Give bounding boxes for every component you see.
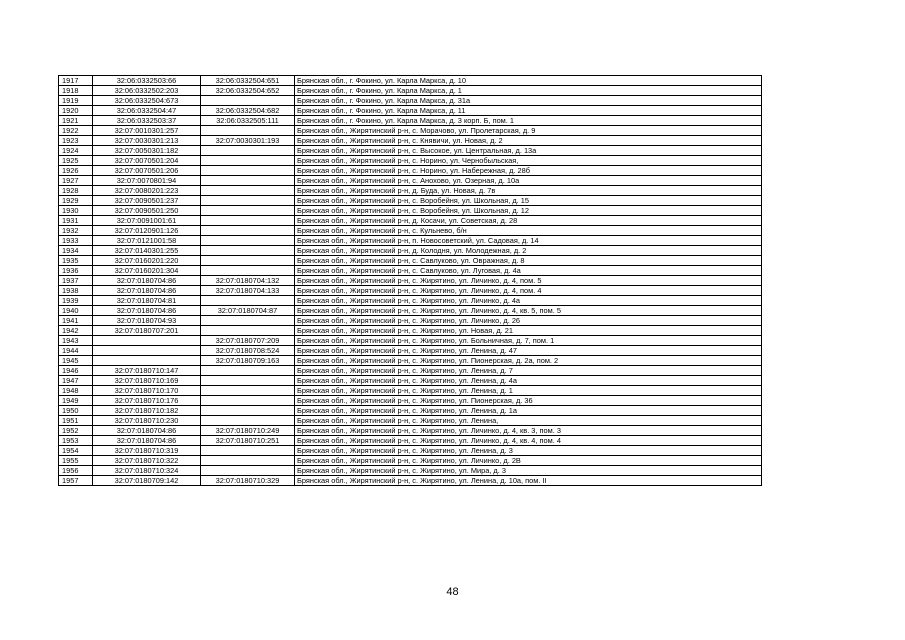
cadastral-number-cell: 32:07:0070501:206 bbox=[93, 166, 201, 176]
related-cadastral-number-cell bbox=[201, 416, 295, 426]
related-cadastral-number-cell bbox=[201, 296, 295, 306]
table-row bbox=[59, 396, 762, 406]
address-cell: Брянская обл., Жирятинский р-н, с. Жирятино, ул. Личинко, д. 4, пом. 4 bbox=[295, 286, 762, 296]
row-number-cell: 1920 bbox=[59, 106, 93, 116]
cadastral-number-cell: 32:07:0180704:81 bbox=[93, 296, 201, 306]
table-row bbox=[59, 236, 762, 246]
table-row bbox=[59, 436, 762, 446]
address-cell: Брянская обл., г. Фокино, ул. Карла Маркса, д. 3 корп. Б, пом. 1 bbox=[295, 116, 762, 126]
address-cell: Брянская обл., Жирятинский р-н, с. Жирятино, ул. Ленина, bbox=[295, 416, 762, 426]
row-number-cell: 1930 bbox=[59, 206, 93, 216]
address-cell: Брянская обл., Жирятинский р-н, с. Жирятино, ул. Ленина, д. 10а, пом. II bbox=[295, 476, 762, 486]
related-cadastral-number-cell bbox=[201, 376, 295, 386]
address-cell: Брянская обл., г. Фокино, ул. Карла Маркса, д. 1 bbox=[295, 86, 762, 96]
address-cell: Брянская обл., Жирятинский р-н, с. Норино, ул. Чернобыльская, bbox=[295, 156, 762, 166]
table-row bbox=[59, 226, 762, 236]
cadastral-number-cell: 32:07:0180704:93 bbox=[93, 316, 201, 326]
cadastral-number-cell: 32:07:0090501:250 bbox=[93, 206, 201, 216]
page-number: 48 bbox=[446, 586, 459, 598]
address-cell: Брянская обл., Жирятинский р-н, с. Кульнево, б/н bbox=[295, 226, 762, 236]
address-cell: Брянская обл., Жирятинский р-н, с. Морачово, ул. Пролетарская, д. 9 bbox=[295, 126, 762, 136]
related-cadastral-number-cell bbox=[201, 236, 295, 246]
related-cadastral-number-cell bbox=[201, 126, 295, 136]
table-row bbox=[59, 346, 762, 356]
row-number-cell: 1953 bbox=[59, 436, 93, 446]
address-cell: Брянская обл., Жирятинский р-н, с. Высокое, ул. Центральная, д. 13а bbox=[295, 146, 762, 156]
table-row bbox=[59, 336, 762, 346]
address-cell: Брянская обл., г. Фокино, ул. Карла Маркса, д. 31а bbox=[295, 96, 762, 106]
row-number-cell: 1948 bbox=[59, 386, 93, 396]
address-cell: Брянская обл., Жирятинский р-н, с. Жирятино, ул. Ленина, д. 3 bbox=[295, 446, 762, 456]
address-cell: Брянская обл., Жирятинский р-н, с. Жирятино, ул. Личинко, д. 4, кв. 4, пом. 4 bbox=[295, 436, 762, 446]
cadastral-number-cell: 32:07:0010301:257 bbox=[93, 126, 201, 136]
cadastral-number-cell: 32:07:0180710:170 bbox=[93, 386, 201, 396]
related-cadastral-number-cell bbox=[201, 206, 295, 216]
address-cell: Брянская обл., Жирятинский р-н, с. Савлуково, ул. Овражная, д. 8 bbox=[295, 256, 762, 266]
table-row bbox=[59, 476, 762, 486]
cadastral-number-cell: 32:06:0332504:673 bbox=[93, 96, 201, 106]
cadastral-number-cell: 32:07:0180710:324 bbox=[93, 466, 201, 476]
table-row bbox=[59, 176, 762, 186]
address-cell: Брянская обл., Жирятинский р-н, с. Воробейня, ул. Школьная, д. 15 bbox=[295, 196, 762, 206]
related-cadastral-number-cell: 32:07:0180707:209 bbox=[201, 336, 295, 346]
cadastral-number-cell: 32:06:0332504:47 bbox=[93, 106, 201, 116]
address-cell: Брянская обл., Жирятинский р-н, с. Жирятино, ул. Личинко, д. 4, пом. 5 bbox=[295, 276, 762, 286]
address-cell: Брянская обл., Жирятинский р-н, с. Жирятино, ул. Новая, д. 21 bbox=[295, 326, 762, 336]
cadastral-number-cell: 32:07:0180704:86 bbox=[93, 306, 201, 316]
cadastral-number-cell: 32:07:0180710:319 bbox=[93, 446, 201, 456]
related-cadastral-number-cell: 32:07:0030301:193 bbox=[201, 136, 295, 146]
row-number-cell: 1919 bbox=[59, 96, 93, 106]
row-number-cell: 1928 bbox=[59, 186, 93, 196]
row-number-cell: 1917 bbox=[59, 76, 93, 86]
related-cadastral-number-cell: 32:07:0180704:132 bbox=[201, 276, 295, 286]
cadastral-number-cell: 32:07:0030301:213 bbox=[93, 136, 201, 146]
address-cell: Брянская обл., Жирятинский р-н, с. Жирятино, ул. Ленина, д. 7 bbox=[295, 366, 762, 376]
related-cadastral-number-cell bbox=[201, 266, 295, 276]
row-number-cell: 1950 bbox=[59, 406, 93, 416]
row-number-cell: 1931 bbox=[59, 216, 93, 226]
address-cell: Брянская обл., Жирятинский р-н, с. Княвичи, ул. Новая, д. 2 bbox=[295, 136, 762, 146]
related-cadastral-number-cell: 32:07:0180704:87 bbox=[201, 306, 295, 316]
address-cell: Брянская обл., Жирятинский р-н, д. Колодня, ул. Молодежная, д. 2 bbox=[295, 246, 762, 256]
related-cadastral-number-cell: 32:07:0180710:329 bbox=[201, 476, 295, 486]
related-cadastral-number-cell: 32:07:0180710:251 bbox=[201, 436, 295, 446]
cadastral-number-cell: 32:07:0180704:86 bbox=[93, 276, 201, 286]
row-number-cell: 1939 bbox=[59, 296, 93, 306]
related-cadastral-number-cell bbox=[201, 196, 295, 206]
table-row bbox=[59, 456, 762, 466]
table-row bbox=[59, 426, 762, 436]
related-cadastral-number-cell: 32:07:0180709:163 bbox=[201, 356, 295, 366]
cadastral-number-cell bbox=[93, 356, 201, 366]
row-number-cell: 1942 bbox=[59, 326, 93, 336]
table-row bbox=[59, 96, 762, 106]
table-row bbox=[59, 166, 762, 176]
cadastral-number-cell: 32:07:0180710:182 bbox=[93, 406, 201, 416]
table-row bbox=[59, 446, 762, 456]
related-cadastral-number-cell bbox=[201, 406, 295, 416]
table-row bbox=[59, 296, 762, 306]
address-cell: Брянская обл., Жирятинский р-н, с. Жирятино, ул. Больничная, д. 7, пом. 1 bbox=[295, 336, 762, 346]
address-cell: Брянская обл., Жирятинский р-н, с. Жирятино, ул. Личинко, д. 2В bbox=[295, 456, 762, 466]
related-cadastral-number-cell: 32:06:0332504:652 bbox=[201, 86, 295, 96]
table-row bbox=[59, 76, 762, 86]
related-cadastral-number-cell bbox=[201, 186, 295, 196]
related-cadastral-number-cell bbox=[201, 246, 295, 256]
cadastral-number-cell: 32:07:0180710:147 bbox=[93, 366, 201, 376]
related-cadastral-number-cell bbox=[201, 166, 295, 176]
table-row bbox=[59, 106, 762, 116]
row-number-cell: 1954 bbox=[59, 446, 93, 456]
cadastral-number-cell: 32:07:0180710:322 bbox=[93, 456, 201, 466]
address-cell: Брянская обл., Жирятинский р-н, с. Жирятино, ул. Личинко, д. 4а bbox=[295, 296, 762, 306]
cadastral-number-cell: 32:07:0180704:86 bbox=[93, 436, 201, 446]
table-row bbox=[59, 306, 762, 316]
row-number-cell: 1949 bbox=[59, 396, 93, 406]
cadastral-number-cell: 32:07:0180710:169 bbox=[93, 376, 201, 386]
cadastral-number-cell: 32:07:0180710:176 bbox=[93, 396, 201, 406]
address-cell: Брянская обл., г. Фокино, ул. Карла Маркса, д. 10 bbox=[295, 76, 762, 86]
registry-table-body bbox=[59, 76, 762, 486]
table-row bbox=[59, 266, 762, 276]
table-row bbox=[59, 206, 762, 216]
related-cadastral-number-cell bbox=[201, 226, 295, 236]
table-row bbox=[59, 356, 762, 366]
table-row bbox=[59, 276, 762, 286]
table-row bbox=[59, 186, 762, 196]
table-row bbox=[59, 376, 762, 386]
address-cell: Брянская обл., Жирятинский р-н, с. Жирятино, ул. Личинко, д. 26 bbox=[295, 316, 762, 326]
related-cadastral-number-cell bbox=[201, 156, 295, 166]
cadastral-number-cell bbox=[93, 346, 201, 356]
row-number-cell: 1955 bbox=[59, 456, 93, 466]
cadastral-number-cell: 32:07:0120901:126 bbox=[93, 226, 201, 236]
address-cell: Брянская обл., Жирятинский р-н, с. Савлуково, ул. Луговая, д. 4а bbox=[295, 266, 762, 276]
table-row bbox=[59, 466, 762, 476]
table-row bbox=[59, 216, 762, 226]
cadastral-number-cell: 32:06:0332502:203 bbox=[93, 86, 201, 96]
table-row bbox=[59, 286, 762, 296]
row-number-cell: 1937 bbox=[59, 276, 93, 286]
related-cadastral-number-cell bbox=[201, 446, 295, 456]
table-row bbox=[59, 406, 762, 416]
row-number-cell: 1921 bbox=[59, 116, 93, 126]
row-number-cell: 1935 bbox=[59, 256, 93, 266]
address-cell: Брянская обл., Жирятинский р-н, с. Жирятино, ул. Ленина, д. 4а bbox=[295, 376, 762, 386]
related-cadastral-number-cell: 32:06:0332504:651 bbox=[201, 76, 295, 86]
address-cell: Брянская обл., Жирятинский р-н, с. Жирятино, ул. Пионерская, д. 36 bbox=[295, 396, 762, 406]
row-number-cell: 1952 bbox=[59, 426, 93, 436]
row-number-cell: 1929 bbox=[59, 196, 93, 206]
related-cadastral-number-cell bbox=[201, 466, 295, 476]
related-cadastral-number-cell: 32:06:0332504:682 bbox=[201, 106, 295, 116]
address-cell: Брянская обл., Жирятинский р-н, с. Жирятино, ул. Личинко, д. 4, кв. 5, пом. 5 bbox=[295, 306, 762, 316]
table-row bbox=[59, 326, 762, 336]
address-cell: Брянская обл., Жирятинский р-н, с. Норино, ул. Набережная, д. 28б bbox=[295, 166, 762, 176]
row-number-cell: 1943 bbox=[59, 336, 93, 346]
address-cell: Брянская обл., Жирятинский р-н, с. Жирятино, ул. Мира, д. 3 bbox=[295, 466, 762, 476]
address-cell: Брянская обл., Жирятинский р-н, с. Жирятино, ул. Пионерская, д. 2а, пом. 2 bbox=[295, 356, 762, 366]
related-cadastral-number-cell bbox=[201, 256, 295, 266]
table-row bbox=[59, 126, 762, 136]
cadastral-number-cell: 32:07:0180704:86 bbox=[93, 426, 201, 436]
table-row bbox=[59, 156, 762, 166]
cadastral-number-cell: 32:07:0180707:201 bbox=[93, 326, 201, 336]
row-number-cell: 1956 bbox=[59, 466, 93, 476]
related-cadastral-number-cell: 32:07:0180710:249 bbox=[201, 426, 295, 436]
related-cadastral-number-cell: 32:07:0180704:133 bbox=[201, 286, 295, 296]
row-number-cell: 1945 bbox=[59, 356, 93, 366]
row-number-cell: 1922 bbox=[59, 126, 93, 136]
row-number-cell: 1944 bbox=[59, 346, 93, 356]
table-row bbox=[59, 116, 762, 126]
cadastral-number-cell: 32:07:0080201:223 bbox=[93, 186, 201, 196]
cadastral-number-cell: 32:07:0121001:58 bbox=[93, 236, 201, 246]
row-number-cell: 1947 bbox=[59, 376, 93, 386]
cadastral-number-cell: 32:07:0070501:204 bbox=[93, 156, 201, 166]
related-cadastral-number-cell bbox=[201, 396, 295, 406]
related-cadastral-number-cell bbox=[201, 326, 295, 336]
address-cell: Брянская обл., Жирятинский р-н, п. Новосоветский, ул. Садовая, д. 14 bbox=[295, 236, 762, 246]
cadastral-number-cell: 32:07:0140301:255 bbox=[93, 246, 201, 256]
row-number-cell: 1938 bbox=[59, 286, 93, 296]
address-cell: Брянская обл., г. Фокино, ул. Карла Маркса, д. 11 bbox=[295, 106, 762, 116]
table-row bbox=[59, 256, 762, 266]
cadastral-number-cell bbox=[93, 336, 201, 346]
related-cadastral-number-cell bbox=[201, 386, 295, 396]
table-row bbox=[59, 196, 762, 206]
row-number-cell: 1918 bbox=[59, 86, 93, 96]
row-number-cell: 1957 bbox=[59, 476, 93, 486]
table-row bbox=[59, 146, 762, 156]
cadastral-number-cell: 32:07:0090501:237 bbox=[93, 196, 201, 206]
table-row bbox=[59, 316, 762, 326]
address-cell: Брянская обл., Жирятинский р-н, с. Воробейня, ул. Школьная, д. 12 bbox=[295, 206, 762, 216]
row-number-cell: 1927 bbox=[59, 176, 93, 186]
row-number-cell: 1926 bbox=[59, 166, 93, 176]
address-cell: Брянская обл., Жирятинский р-н, д. Косачи, ул. Советская, д. 28 bbox=[295, 216, 762, 226]
cadastral-number-cell: 32:07:0050301:182 bbox=[93, 146, 201, 156]
row-number-cell: 1925 bbox=[59, 156, 93, 166]
cadastral-number-cell: 32:07:0180710:230 bbox=[93, 416, 201, 426]
related-cadastral-number-cell bbox=[201, 146, 295, 156]
address-cell: Брянская обл., Жирятинский р-н, с. Жирятино, ул. Ленина, д. 1 bbox=[295, 386, 762, 396]
address-cell: Брянская обл., Жирятинский р-н, с. Анохово, ул. Озерная, д. 10а bbox=[295, 176, 762, 186]
row-number-cell: 1946 bbox=[59, 366, 93, 376]
row-number-cell: 1933 bbox=[59, 236, 93, 246]
related-cadastral-number-cell bbox=[201, 316, 295, 326]
table-row bbox=[59, 366, 762, 376]
cadastral-number-cell: 32:07:0180709:142 bbox=[93, 476, 201, 486]
related-cadastral-number-cell: 32:06:0332505:111 bbox=[201, 116, 295, 126]
address-cell: Брянская обл., Жирятинский р-н, с. Жирятино, ул. Ленина, д. 47 bbox=[295, 346, 762, 356]
related-cadastral-number-cell bbox=[201, 216, 295, 226]
cadastral-number-cell: 32:07:0070801:94 bbox=[93, 176, 201, 186]
cadastral-number-cell: 32:07:0160201:220 bbox=[93, 256, 201, 266]
row-number-cell: 1934 bbox=[59, 246, 93, 256]
row-number-cell: 1924 bbox=[59, 146, 93, 156]
table-row bbox=[59, 136, 762, 146]
table-row bbox=[59, 386, 762, 396]
cadastral-number-cell: 32:07:0091001:61 bbox=[93, 216, 201, 226]
registry-table bbox=[58, 75, 762, 486]
row-number-cell: 1932 bbox=[59, 226, 93, 236]
address-cell: Брянская обл., Жирятинский р-н, с. Жирятино, ул. Личинко, д. 4, кв. 3, пом. 3 bbox=[295, 426, 762, 436]
table-row bbox=[59, 86, 762, 96]
row-number-cell: 1940 bbox=[59, 306, 93, 316]
row-number-cell: 1936 bbox=[59, 266, 93, 276]
cadastral-number-cell: 32:06:0332503:66 bbox=[93, 76, 201, 86]
related-cadastral-number-cell bbox=[201, 456, 295, 466]
related-cadastral-number-cell bbox=[201, 176, 295, 186]
related-cadastral-number-cell bbox=[201, 366, 295, 376]
cadastral-number-cell: 32:06:0332503:37 bbox=[93, 116, 201, 126]
cadastral-number-cell: 32:07:0180704:86 bbox=[93, 286, 201, 296]
row-number-cell: 1941 bbox=[59, 316, 93, 326]
table-row bbox=[59, 246, 762, 256]
row-number-cell: 1951 bbox=[59, 416, 93, 426]
row-number-cell: 1923 bbox=[59, 136, 93, 146]
table-row bbox=[59, 416, 762, 426]
address-cell: Брянская обл., Жирятинский р-н, д. Буда, ул. Новая, д. 7в bbox=[295, 186, 762, 196]
cadastral-number-cell: 32:07:0160201:304 bbox=[93, 266, 201, 276]
related-cadastral-number-cell bbox=[201, 96, 295, 106]
related-cadastral-number-cell: 32:07:0180708:524 bbox=[201, 346, 295, 356]
address-cell: Брянская обл., Жирятинский р-н, с. Жирятино, ул. Ленина, д. 1а bbox=[295, 406, 762, 416]
